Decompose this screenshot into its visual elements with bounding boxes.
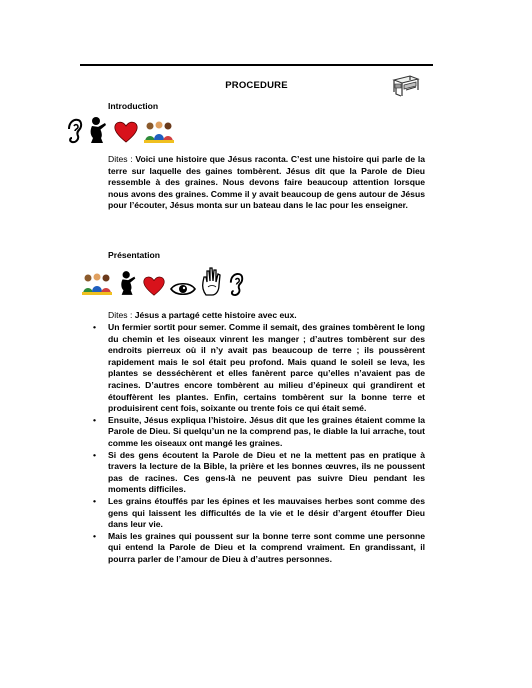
presentation-bullet-list	[93, 322, 425, 565]
presentation-dites-label: Dites :	[108, 310, 135, 320]
list-item: • Ensuite, Jésus expliqua l’histoire. Jésus dit que les graines étaient comme la Parole de Dieu. Si quelqu’un ne la comprend pas, le diable la lui arrache, tout comme les oiseaux ont mangé les graines.	[93, 415, 425, 450]
intro-dites-label: Dites :	[108, 154, 136, 164]
list-item: • Mais les graines qui poussent sur la bonne terre sont comme une personne qui entend la Parole de Dieu et la comprend vraiment. En grandissant, il pourra parler de l’amour de Dieu à d’autres personnes.	[93, 531, 425, 566]
kneeling-praying-person-icon	[87, 116, 109, 144]
hand-icon	[200, 265, 224, 297]
group-of-people-icon	[80, 271, 114, 297]
heart-icon	[142, 275, 166, 297]
list-item: • Les grains étouffés par les épines et les mauvaises herbes sont comme des gens qui laissent les difficultés de la vie et le désir d’argent étouffer Dieu dans leur vie.	[93, 496, 425, 531]
intro-icon-row	[66, 116, 175, 144]
ear-icon	[228, 272, 244, 297]
group-of-people-icon	[143, 120, 175, 144]
intro-heading: Introduction	[108, 101, 159, 111]
intro-text: Voici une histoire que Jésus raconta. C’est une histoire qui parle de la terre sur laquelle des gaines tombèrent. Jésus dit que la Parole de Dieu ressemble à des graines. Nous devons faire beaucoup attention lorsque nous avons des graines. Comme il y avait beaucoup de gens autour de Jésus pour l’écouter, Jésus monta sur un bateau dans le lac pour les enseigner.	[108, 154, 425, 211]
list-item: • Si des gens écoutent la Parole de Dieu et ne la mettent pas en pratique à travers la lecture de la Bible, la prière et les bonnes œuvres, ils ne poussent pas de racines. Ces gens-là ne peuvent pas suivre Dieu pendant les moments difficiles.	[93, 450, 425, 496]
eye-icon	[170, 281, 196, 297]
top-rule	[80, 64, 433, 66]
presentation-heading: Présentation	[108, 250, 161, 260]
presentation-icon-row	[80, 265, 244, 297]
intro-paragraph	[108, 154, 425, 212]
presentation-lead-text: Jésus a partagé cette histoire avec eux.	[134, 310, 297, 320]
ear-icon	[66, 118, 83, 144]
page-title: PROCEDURE	[225, 80, 288, 91]
kneeling-praying-person-icon	[118, 269, 138, 297]
heart-icon	[113, 120, 139, 144]
desk-chair-icon	[392, 72, 422, 98]
list-item: • Un fermier sortit pour semer. Comme il semait, des graines tombèrent le long du chemin et les oiseaux vinrent les manger ; d’autres tombèrent sur des endroits pierreux où il n’y avait pas beaucoup de terre ; ils poussèrent rapidement mais le sol était peu profond. Mais quand le soleil se leva, les plantes se desséchèrent et elles fanèrent parce qu’elles n’avaient pas de racines. D’autres encore tombèrent au milieu d’épineux qui grandirent et étouffèrent les plantes. Enfin, certains tombèrent sur la bonne terre et produisirent cent fois, soixante ou trente fois ce qui était semé.	[93, 322, 425, 415]
presentation-lead	[108, 310, 425, 322]
